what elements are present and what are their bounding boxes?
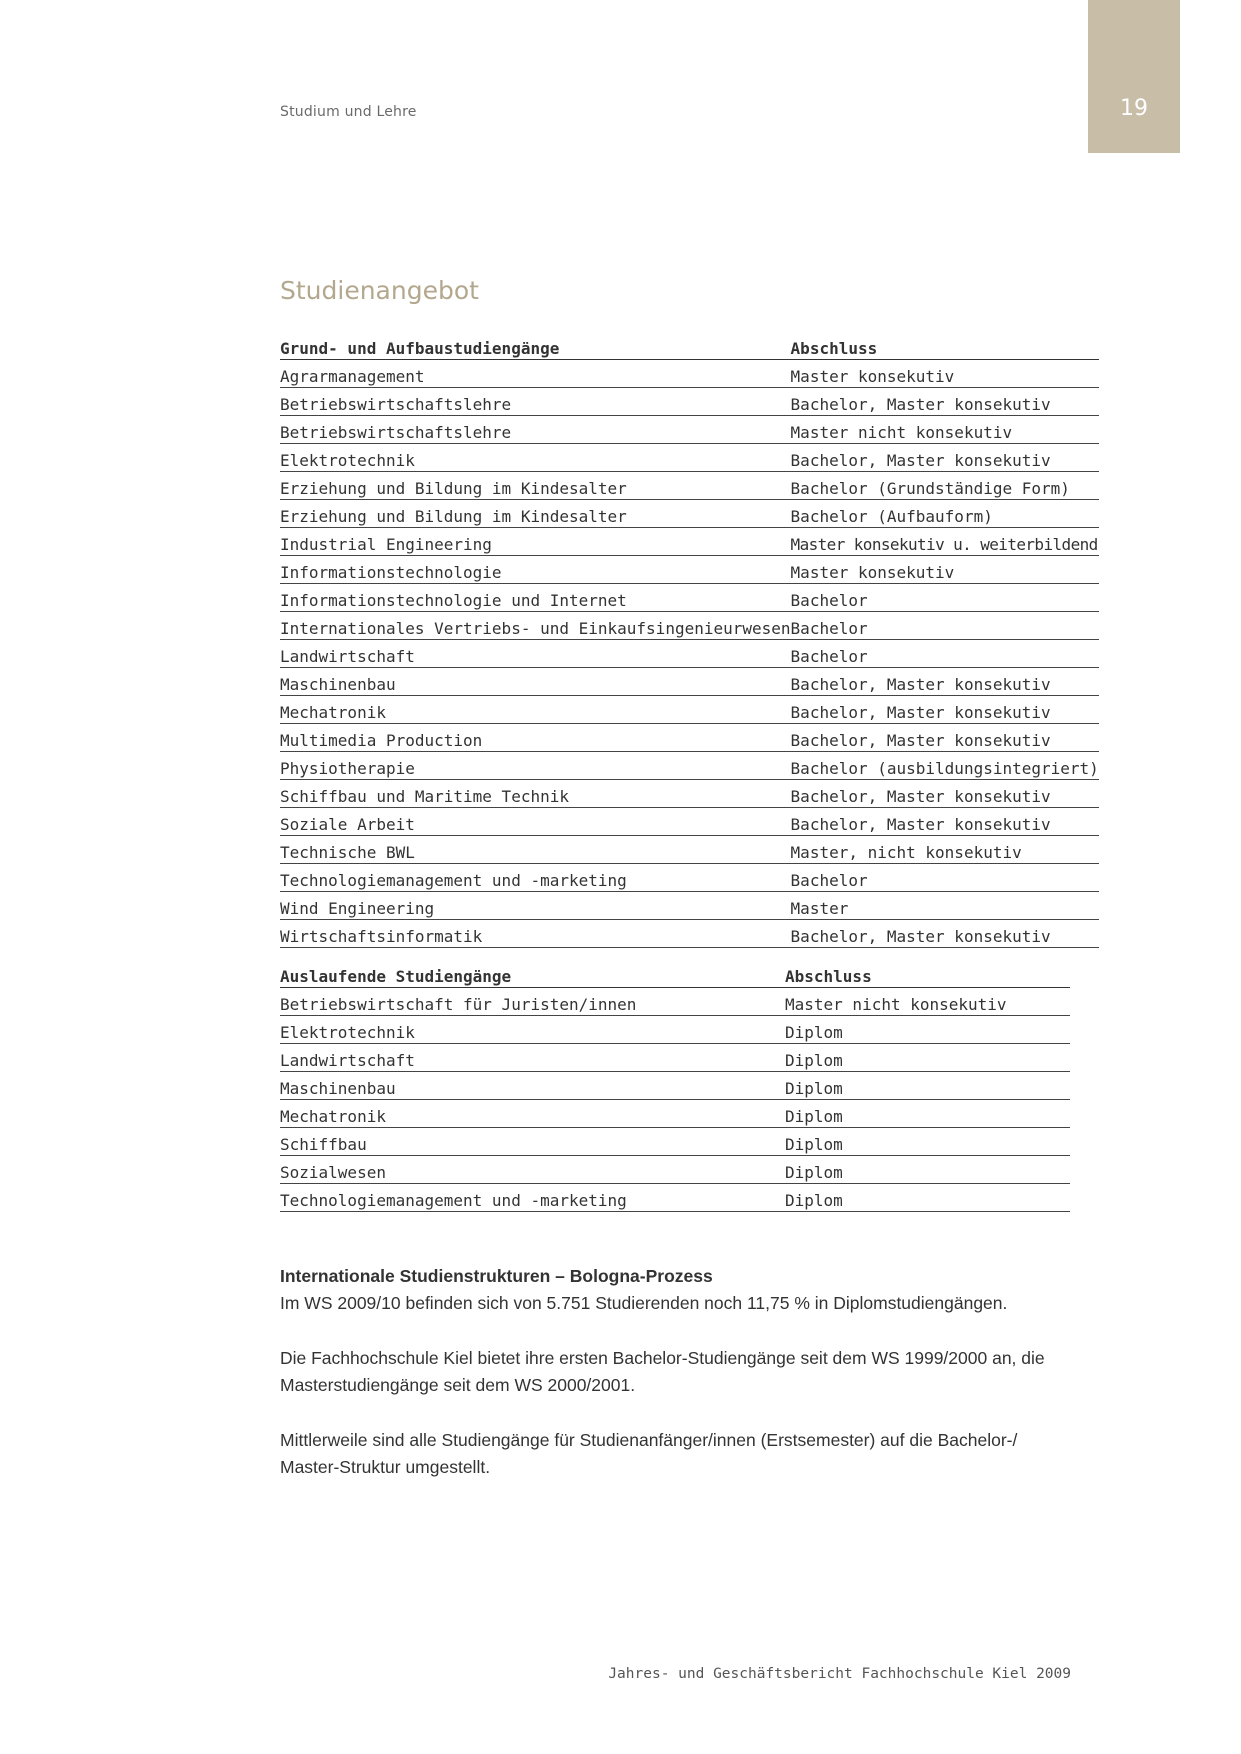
program-name: Technologiemanagement und -marketing: [280, 1184, 785, 1212]
degree: Bachelor: [791, 584, 1099, 612]
program-name: Betriebswirtschaftslehre: [280, 388, 791, 416]
degree: Bachelor, Master konsekutiv: [791, 444, 1099, 472]
degree: Bachelor, Master konsekutiv: [791, 780, 1099, 808]
degree: Master konsekutiv: [791, 556, 1099, 584]
degree: Master konsekutiv u. weiterbildend: [791, 528, 1099, 556]
page-number-tab: [1088, 0, 1180, 153]
program-name: Informationstechnologie: [280, 556, 791, 584]
program-name: Wirtschaftsinformatik: [280, 920, 791, 948]
table-row: [280, 1100, 1070, 1128]
bologna-section: [280, 1263, 1080, 1317]
program-name: Erziehung und Bildung im Kindesalter: [280, 500, 791, 528]
table-row: [280, 1156, 1070, 1184]
column-header-program: Grund- und Aufbaustudiengänge: [280, 334, 791, 360]
page-footer: Jahres- und Geschäftsbericht Fachhochschule Kiel 2009: [608, 1666, 1071, 1682]
table-row: [280, 920, 1099, 948]
table-row: [280, 892, 1099, 920]
degree: Bachelor, Master konsekutiv: [791, 920, 1099, 948]
table-row: [280, 556, 1099, 584]
table-row: [280, 724, 1099, 752]
degree: Diplom: [785, 1156, 1070, 1184]
degree: Master nicht konsekutiv: [785, 988, 1070, 1016]
degree: Bachelor, Master konsekutiv: [791, 668, 1099, 696]
program-name: Elektrotechnik: [280, 1016, 785, 1044]
program-name: Mechatronik: [280, 696, 791, 724]
table-header-row: [280, 962, 1070, 988]
program-name: Wind Engineering: [280, 892, 791, 920]
program-name: Technologiemanagement und -marketing: [280, 864, 791, 892]
table-row: [280, 696, 1099, 724]
column-header-program: Auslaufende Studiengänge: [280, 962, 785, 988]
table-row: [280, 472, 1099, 500]
degree: Master: [791, 892, 1099, 920]
degree: Bachelor: [791, 640, 1099, 668]
degree: Diplom: [785, 1128, 1070, 1156]
program-name: Landwirtschaft: [280, 640, 791, 668]
table-row: [280, 1016, 1070, 1044]
program-name: Schiffbau und Maritime Technik: [280, 780, 791, 808]
degree: Bachelor: [791, 864, 1099, 892]
program-name: Multimedia Production: [280, 724, 791, 752]
degree: Diplom: [785, 1016, 1070, 1044]
table-row: [280, 988, 1070, 1016]
table-row: [280, 640, 1099, 668]
degree: Master nicht konsekutiv: [791, 416, 1099, 444]
table-row: [280, 752, 1099, 780]
column-header-degree: Abschluss: [785, 962, 1070, 988]
table-row: [280, 1072, 1070, 1100]
degree: Master, nicht konsekutiv: [791, 836, 1099, 864]
program-name: Soziale Arbeit: [280, 808, 791, 836]
running-head: Studium und Lehre: [280, 104, 417, 120]
degree: Bachelor (Grundständige Form): [791, 472, 1099, 500]
program-name: Informationstechnologie und Internet: [280, 584, 791, 612]
program-name: Agrarmanagement: [280, 360, 791, 388]
program-name: Internationales Vertriebs- und Einkaufsingenieurwesen: [280, 612, 791, 640]
table-row: [280, 612, 1099, 640]
table-row: [280, 1044, 1070, 1072]
paragraph: [280, 1427, 1080, 1481]
table-row: [280, 360, 1099, 388]
programs-table: [280, 334, 1099, 948]
bologna-heading: Internationale Studienstrukturen – Bologna-Prozess: [280, 1266, 713, 1286]
table-row: [280, 388, 1099, 416]
column-header-degree: Abschluss: [791, 334, 1099, 360]
degree: Bachelor, Master konsekutiv: [791, 696, 1099, 724]
expiring-programs-table: [280, 962, 1070, 1212]
program-name: Physiotherapie: [280, 752, 791, 780]
degree: Diplom: [785, 1072, 1070, 1100]
table-row: [280, 500, 1099, 528]
paragraph-text: Die Fachhochschule Kiel bietet ihre ersten Bachelor-Studiengänge seit dem WS 1999/2000 an, die Masterstudiengänge seit dem WS 2000/2001.: [280, 1348, 1045, 1395]
program-name: Schiffbau: [280, 1128, 785, 1156]
table-row: [280, 836, 1099, 864]
program-name: Mechatronik: [280, 1100, 785, 1128]
paragraph: [280, 1345, 1080, 1399]
degree: Diplom: [785, 1044, 1070, 1072]
program-name: Maschinenbau: [280, 668, 791, 696]
degree: Bachelor, Master konsekutiv: [791, 388, 1099, 416]
program-name: Landwirtschaft: [280, 1044, 785, 1072]
table-row: [280, 1184, 1070, 1212]
program-name: Industrial Engineering: [280, 528, 791, 556]
table-row: [280, 416, 1099, 444]
program-name: Technische BWL: [280, 836, 791, 864]
degree: Master konsekutiv: [791, 360, 1099, 388]
table-row: [280, 780, 1099, 808]
program-name: Betriebswirtschaft für Juristen/innen: [280, 988, 785, 1016]
program-name: Sozialwesen: [280, 1156, 785, 1184]
table-row: [280, 584, 1099, 612]
degree: Bachelor: [791, 612, 1099, 640]
degree: Diplom: [785, 1100, 1070, 1128]
degree: Bachelor, Master konsekutiv: [791, 808, 1099, 836]
program-name: Erziehung und Bildung im Kindesalter: [280, 472, 791, 500]
program-name: Elektrotechnik: [280, 444, 791, 472]
table-row: [280, 1128, 1070, 1156]
page-number: 19: [1120, 96, 1148, 121]
table-header-row: [280, 334, 1099, 360]
degree: Diplom: [785, 1184, 1070, 1212]
table-row: [280, 668, 1099, 696]
table-row: [280, 444, 1099, 472]
section-title: Studienangebot: [280, 276, 479, 305]
program-name: Maschinenbau: [280, 1072, 785, 1100]
table-row: [280, 808, 1099, 836]
table-row: [280, 864, 1099, 892]
degree: Bachelor (ausbildungsintegriert): [791, 752, 1099, 780]
program-name: Betriebswirtschaftslehre: [280, 416, 791, 444]
degree: Bachelor (Aufbauform): [791, 500, 1099, 528]
paragraph-text: Mittlerweile sind alle Studiengänge für Studienanfänger/innen (Erstsemester) auf die Bachelor-/ Master-Struktur umgestellt.: [280, 1430, 1018, 1477]
degree: Bachelor, Master konsekutiv: [791, 724, 1099, 752]
bologna-text: Im WS 2009/10 befinden sich von 5.751 Studierenden noch 11,75 % in Diplomstudiengängen.: [280, 1293, 1008, 1313]
table-row: [280, 528, 1099, 556]
